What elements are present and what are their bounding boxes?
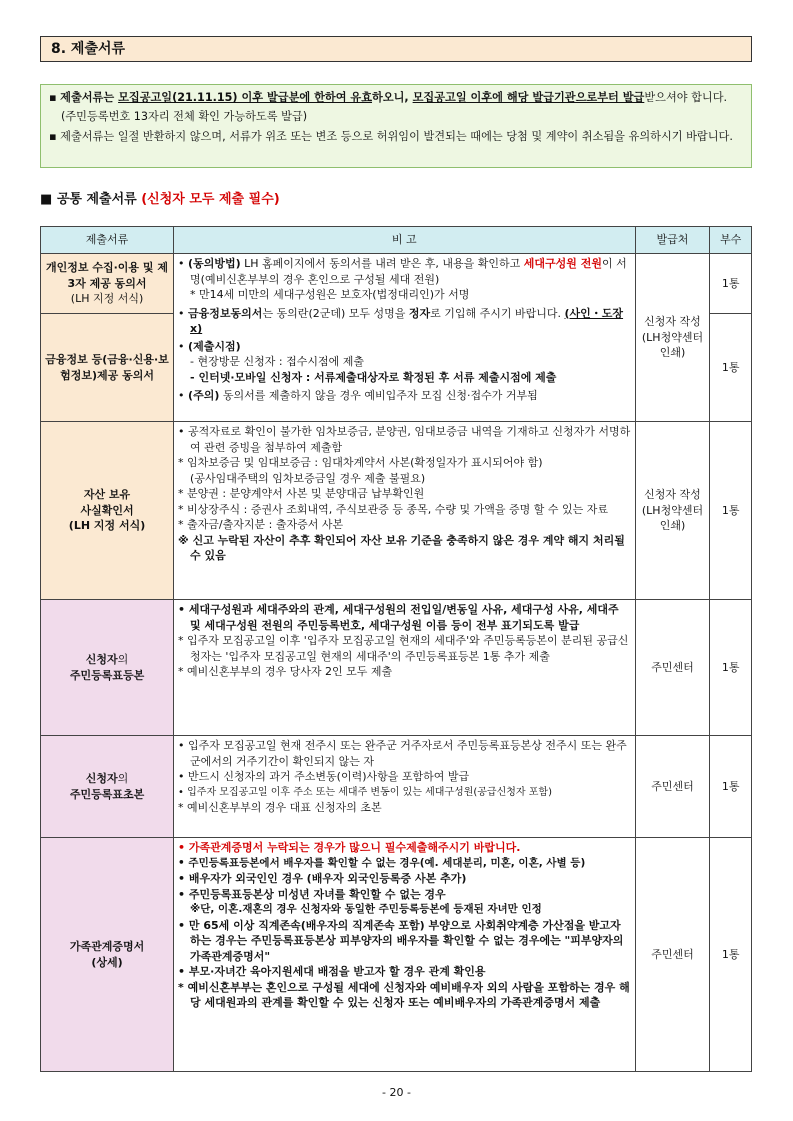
doc-family-relation: 가족관계증명서 (상세) [41,838,174,1072]
issuer-resident-register-copy: 주민센터 [635,600,710,736]
issuer-resident-register-abstract: 주민센터 [635,736,710,838]
table-header-row [41,227,752,254]
table-row [41,838,752,1072]
copies-resident-register-copy: 1통 [710,600,752,736]
header-issuer: 발급처 [635,227,710,254]
header-remarks: 비 고 [174,227,636,254]
notice-bullet-1: ▪ 제출서류는 모집공고일(21.11.15) 이후 발급분에 한하여 유효하오니, 모집공고일 이후에 해당 발급기관으로부터 발급받으셔야 합니다. (주민등록번호 13자리 전체 확인 가능하도록 발급) [49,91,728,123]
table-row [41,422,752,600]
remarks-resident-register-copy: • 세대구성원과 세대주와의 관계, 세대구성원의 전입일/변동일 사유, 세대구성 사유, 세대주 및 세대구성원 전원의 주민등록번호, 세대구성원 이름 등이 전부 표기되도록 발급 * 입주자 모집공고일 이후 '입주자 모집공고일 현재의 세대주'와 주민등록등본이 분리된 공급신청자는 '입주자 모집공고일 현재의 세대주'의 주민등록표등본 1통 추가 제출 * 예비신혼부부의 경우 당사자 2인 모두 제출 [174,600,636,736]
remarks-consent: • (동의방법) LH 홈페이지에서 동의서를 내려 받은 후, 내용을 확인하고 세대구성원 전원이 서명(예비신혼부부의 경우 혼인으로 구성될 세대 전원) * 만14세 미만의 세대구성원은 보호자(법정대리인)가 서명 • 금융정보동의서는 동의란(2군데) 모두 성명을 정자로 기입해 주시기 바랍니다. (사인・도장x) • (제출시점) - 현장방문 신청자 : 접수시점에 제출 - 인터넷·모바일 신청자 : 서류제출대상자로 확정된 후 서류 제출시점에 제출 • (주의) 동의서를 제출하지 않을 경우 예비입주자 모집 신청·접수가 거부됨 [174,254,636,422]
header-copies: 부수 [710,227,752,254]
page-number: - 20 - [382,1086,411,1099]
copies-family-relation: 1통 [710,838,752,1072]
section-title: 8. 제출서류 [40,36,752,62]
copies-resident-register-abstract: 1통 [710,736,752,838]
issuer-consent: 신청자 작성 (LH청약센터 인쇄) [635,254,710,422]
table-row [41,600,752,736]
copies-consent-personal: 1통 [710,254,752,314]
issuer-asset: 신청자 작성 (LH청약센터 인쇄) [635,422,710,600]
copies-consent-financial: 1통 [710,314,752,422]
doc-resident-register-copy: 신청자의 주민등록표등본 [41,600,174,736]
copies-asset: 1통 [710,422,752,600]
header-doc: 제출서류 [41,227,174,254]
common-docs-heading: ■ 공통 제출서류 (신청자 모두 제출 필수) [40,192,280,207]
table-row [41,736,752,838]
doc-resident-register-abstract: 신청자의 주민등록표초본 [41,736,174,838]
issuer-family-relation: 주민센터 [635,838,710,1072]
notice-box [40,84,752,168]
remarks-family-relation: • 가족관계증명서 누락되는 경우가 많으니 필수제출해주시기 바랍니다. • 주민등록표등본에서 배우자를 확인할 수 없는 경우(예. 세대분리, 미혼, 이혼, 사별 등) • 배우자가 외국인인 경우 (배우자 외국인등록증 사본 추가) • 주민등록표등본상 미성년 자녀를 확인할 수 없는 경우 ※단, 이혼.재혼의 경우 신청자와 동일한 주민등록등본에 등재된 자녀만 인정 • 만 65세 이상 직계존속(배우자의 직계존속 포함) 부양으로 사회취약계층 가산점을 받고자 하는 경우는 주민등록표등본상 피부양자의 배우자를 확인할 수 없는 경우에는 "피부양자의 가족관계증명서" • 부모·자녀간 육아지원세대 배점을 받고자 할 경우 관계 확인용 * 예비신혼부부는 혼인으로 구성될 세대에 신청자와 예비배우자 외의 사람을 포함하는 경우 해당 세대원과의 관계를 확인할 수 있는 신청자 또는 예비배우자의 가족관계증명서 제출 [174,838,636,1072]
doc-consent-financial: 금융정보 등(금융·신용·보험정보)제공 동의서 [41,314,174,422]
documents-table [40,226,752,1072]
remarks-asset: • 공적자료로 확인이 불가한 임차보증금, 분양권, 임대보증금 내역을 기재하고 신청자가 서명하여 관련 증빙을 첨부하여 제출함 * 임차보증금 및 임대보증금 : 임대차계약서 사본(확정일자가 표시되어야 함) (공사임대주택의 임차보증금일 경우 제출 불필요) * 분양권 : 분양계약서 사본 및 분양대금 납부확인원 * 비상장주식 : 증권사 조회내역, 주식보관증 등 종목, 수량 및 가액을 증명 할 수 있는 자료 * 출자금/출자지분 : 출자증서 사본 ※ 신고 누락된 자산이 추후 확인되어 자산 보유 기준을 충족하지 않은 경우 계약 해지 처리될 수 있음 [174,422,636,600]
notice-bullet-2: ▪ 제출서류는 일절 반환하지 않으며, 서류가 위조 또는 변조 등으로 허위임이 발견되는 때에는 당첨 및 계약이 취소됨을 유의하시기 바랍니다. [49,130,733,143]
remarks-resident-register-abstract: • 입주자 모집공고일 현재 전주시 또는 완주군 거주자로서 주민등록표등본상 전주시 또는 완주군에서의 거주기간이 확인되지 않는 자 • 반드시 신청자의 과거 주소변동(이력)사항을 포함하여 발급 • 입주자 모집공고일 이후 주소 또는 세대주 변동이 있는 세대구성원(공급신청자 포함) * 예비신혼부부의 경우 대표 신청자의 초본 [174,736,636,838]
doc-asset-confirmation: 자산 보유 사실확인서 (LH 지정 서식) [41,422,174,600]
doc-consent-personal: 개인정보 수집·이용 및 제3자 제공 동의서 (LH 지정 서식) [41,254,174,314]
table-row [41,254,752,314]
